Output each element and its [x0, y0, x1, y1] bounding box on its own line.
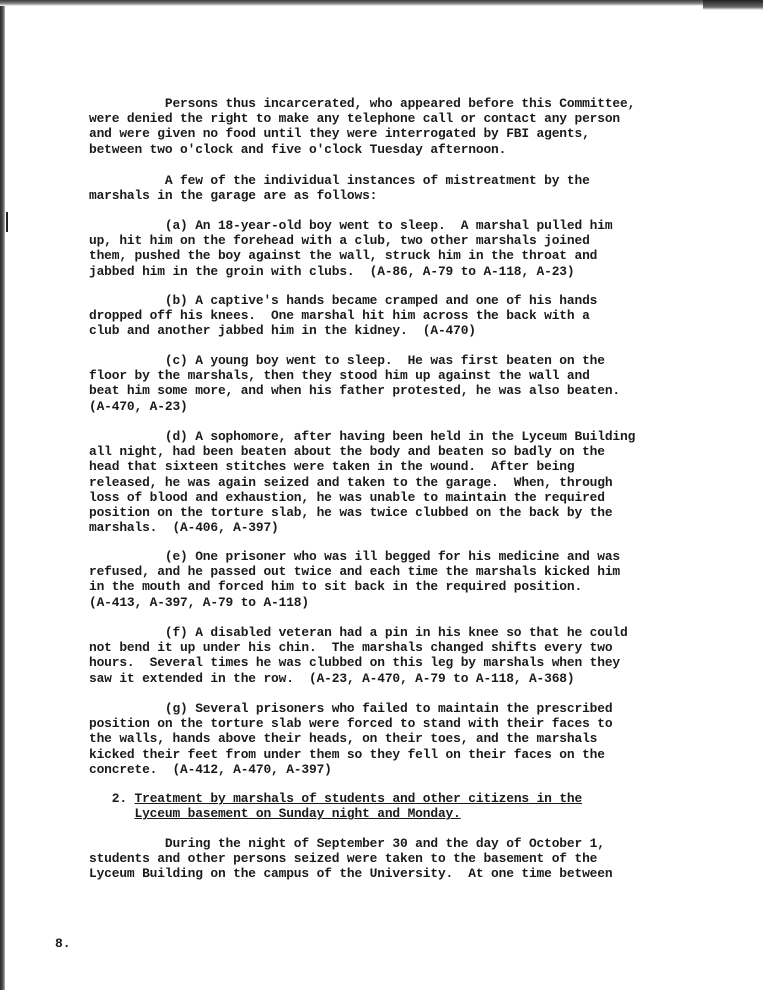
- text-line: them, pushed the boy against the wall, struck him in the throat and: [89, 248, 598, 264]
- text-line: released, he was again seized and taken to the garage. When, through: [89, 474, 613, 490]
- paragraph-lyceum-basement: [89, 836, 634, 882]
- scan-edge-top-right: [703, 0, 763, 10]
- text-line: concrete. (A-412, A-470, A-397): [89, 761, 332, 777]
- text-line: loss of blood and exhaustion, he was unable to maintain the required: [89, 489, 605, 505]
- text-line: were denied the right to make any telephone call or contact any person: [89, 111, 620, 127]
- text-line: in the mouth and forced him to sit back in the required position.: [89, 579, 583, 595]
- section-title: Treatment by marshals of students and other citizens in the: [134, 791, 583, 806]
- text-line: marshals in the garage are as follows:: [89, 188, 378, 204]
- text-line: (f) A disabled veteran had a pin in his knee so that he could: [89, 625, 628, 640]
- text-line: Lyceum Building on the campus of the University. At one time between: [89, 866, 613, 882]
- section-heading-line-1: [89, 791, 634, 806]
- section-title-continued: Lyceum basement on Sunday night and Monday.: [134, 806, 461, 822]
- text-line: between two o'clock and five o'clock Tuesday afternoon.: [89, 141, 507, 157]
- section-heading: [89, 791, 634, 821]
- text-line: marshals. (A-406, A-397): [89, 520, 279, 536]
- section-number: 2.: [111, 791, 127, 806]
- text-line: (b) A captive's hands became cramped and one of his hands: [89, 293, 598, 308]
- item-b: [89, 293, 634, 339]
- text-line: the walls, hands above their heads, on their toes, and the marshals: [89, 731, 598, 747]
- page-number: 8.: [55, 936, 71, 951]
- item-f: [89, 625, 634, 686]
- text-line: position on the torture slab were forced to stand with their faces to: [89, 716, 613, 732]
- text-line: (g) Several prisoners who failed to maintain the prescribed: [89, 701, 613, 716]
- text-line: kicked their feet from under them so they fell on their faces on the: [89, 746, 605, 762]
- text-line: club and another jabbed him in the kidney. (A-470): [89, 323, 476, 339]
- text-line: beat him some more, and when his father protested, he was also beaten.: [89, 383, 620, 399]
- text-line: (A-413, A-397, A-79 to A-118): [89, 594, 309, 610]
- section-heading-line-2: [89, 806, 634, 821]
- text-line: floor by the marshals, then they stood him up against the wall and: [89, 368, 590, 384]
- item-g: [89, 701, 634, 777]
- text-line: and were given no food until they were interrogated by FBI agents,: [89, 126, 590, 142]
- item-d: [89, 429, 634, 535]
- item-a: [89, 218, 634, 279]
- text-line: saw it extended in the row. (A-23, A-470, A-79 to A-118, A-368): [89, 670, 575, 686]
- text-line: hours. Several times he was clubbed on this leg by marshals when they: [89, 655, 620, 671]
- text-line: dropped off his knees. One marshal hit him across the back with a: [89, 308, 590, 324]
- text-line: refused, and he passed out twice and each time the marshals kicked him: [89, 564, 620, 580]
- scan-edge-left: [0, 0, 5, 990]
- text-line: During the night of September 30 and the day of October 1,: [89, 836, 605, 851]
- text-line: (c) A young boy went to sleep. He was first beaten on the: [89, 353, 605, 368]
- paragraph-instances-intro: [89, 173, 634, 203]
- paragraph-intro: [89, 96, 634, 157]
- text-line: (d) A sophomore, after having been held in the Lyceum Building: [89, 429, 636, 444]
- text-line: (a) An 18-year-old boy went to sleep. A marshal pulled him: [89, 218, 613, 233]
- text-line: jabbed him in the groin with clubs. (A-86, A-79 to A-118, A-23): [89, 263, 575, 279]
- text-line: not bend it up under his chin. The marshals changed shifts every two: [89, 640, 613, 656]
- text-line: all night, had been beaten about the body and beaten so badly on the: [89, 444, 605, 460]
- text-line: A few of the individual instances of mistreatment by the: [89, 173, 590, 188]
- scan-mark: [6, 212, 8, 232]
- text-line: up, hit him on the forehead with a club, two other marshals joined: [89, 233, 590, 249]
- text-line: students and other persons seized were taken to the basement of the: [89, 851, 598, 867]
- text-line: Persons thus incarcerated, who appeared before this Committee,: [89, 96, 636, 111]
- scan-edge-top: [0, 0, 763, 6]
- text-line: head that sixteen stitches were taken in the wound. After being: [89, 459, 575, 475]
- text-line: position on the torture slab, he was twice clubbed on the back by the: [89, 505, 613, 521]
- item-e: [89, 549, 634, 610]
- text-line: (e) One prisoner who was ill begged for his medicine and was: [89, 549, 620, 564]
- item-c: [89, 353, 634, 414]
- text-line: (A-470, A-23): [89, 398, 188, 414]
